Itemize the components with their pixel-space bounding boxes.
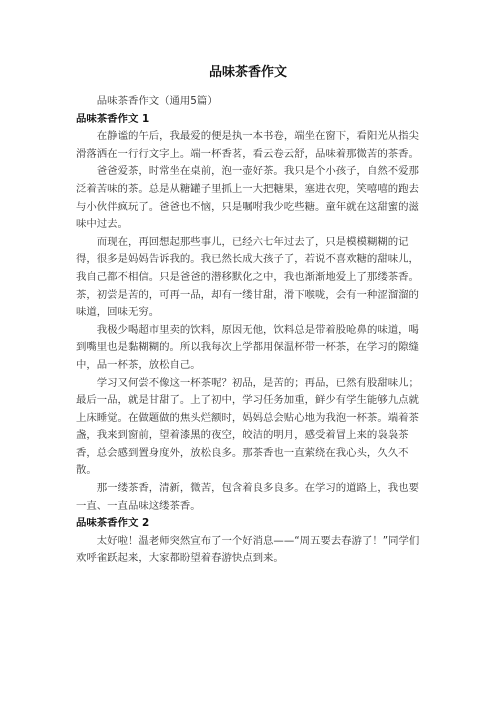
section-heading: 品味茶香作文 2 (76, 517, 150, 530)
document-subtitle: 品味茶香作文（通用5篇） (96, 95, 218, 107)
document-body (76, 93, 426, 568)
paragraph: 那一缕茶香，清新，微苦，包含着良多良多。在学习的道路上，我也要一直、一直品味这缕茶香。 (76, 482, 419, 512)
section-heading: 品味茶香作文 1 (76, 112, 150, 125)
paragraph: 而现在，再回想起那些事儿，已经六七年过去了，只是模模糊糊的记得，很多是妈妈告诉我的。我已然长成大孩子了，若说不喜欢糖的甜味儿，我自己都不相信。只是爸爸的潜移默化之中，我也渐渐地爱上了那缕茶香。茶，初尝是苦的，可再一品，却有一缕甘甜，滑下喉咙，会有一种涩溜溜的味道，回味无穷。 (76, 235, 419, 319)
paragraph: 我极少喝超市里卖的饮料，原因无他，饮料总是带着股呛鼻的味道，喝到嘴里也是黏糊糊的。所以我每次上学都用保温杯带一杯茶，在学习的隙缝中，品一杯茶，放松自己。 (76, 323, 419, 371)
paragraph: 学习又何尝不像这一杯茶呢？初品，是苦的；再品，已然有股甜味儿；最后一品，就是甘甜了。上了初中，学习任务加重，鲜少有学生能够九点就上床睡觉。在做题做的焦头烂额时，妈妈总会贴心地为我泡一杯茶。端着茶盏，我来到窗前，望着漆黑的夜空，皎洁的明月，感受着冒上来的袅袅茶香，总会感到置身度外，放松良多。那茶香也一直萦绕在我心头，久久不散。 (76, 376, 419, 477)
paragraph: 太好啦！温老师突然宣布了一个好消息——“周五要去春游了！”同学们欢呼雀跃起来，大家都盼望着春游快点到来。 (76, 534, 420, 565)
document-title: 品味茶香作文 (208, 65, 287, 80)
paragraph: 在静谧的午后，我最爱的便是执一本书卷，端坐在窗下，看阳光从指尖滑落洒在一行行文字上。端一杯香茗，看云卷云舒，品味着那微苦的茶香。 (76, 130, 419, 160)
paragraph: 爸爸爱茶，时常坐在桌前，泡一壶好茶。我只是个小孩子，自然不爱那泛着苦味的茶。总是从糖罐子里抓上一大把糖果，塞进衣兜，笑嘻嘻的跑去与小伙伴疯玩了。爸爸也不恼，只是嘱咐我少吃些糖。童年就在这甜蜜的滋味中过去。 (76, 165, 419, 231)
